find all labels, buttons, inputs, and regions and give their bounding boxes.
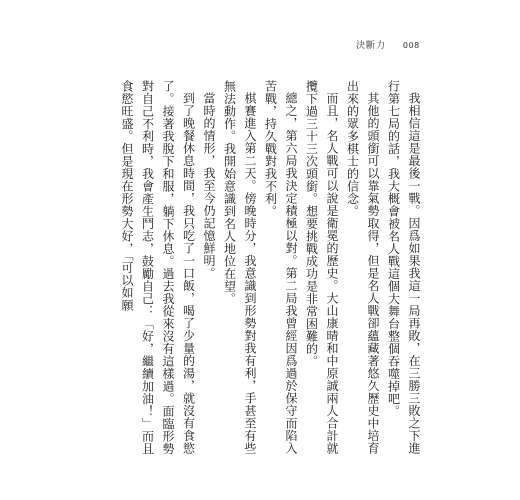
page-number: 008 [402,41,420,50]
paragraph: 我相信這是最後一戰。因爲如果我這一局再敗，在三勝三敗之下進行第七局的話，我大概會被名人戰這個大舞台整個吞噬掉吧。 [386,80,421,455]
paragraph: 棋賽進入第二天。傍晚時分，我意識到形勢對我有利，手甚至有些無法動作。我開始意識到名人地位在望。 [222,80,257,455]
paragraph: 總之，第六局我決定積極以對。第二局我曾經因爲過於保守而陷入苦戰，持久戰對我不利。 [263,80,298,455]
paragraph: 到了晚餐休息時間，我只吃了一口飯，喝了少量的湯，就沒有食慾了。接著我脫下和服，躺下休息。過去我從來沒有這樣過。面臨形勢對自己不利時，我會產生鬥志，鼓勵自己：「好，繼續加油！」而且食慾旺盛。但是現在形勢大好，「可以如願 [120,80,196,455]
vertical-text-body [120,80,424,458]
paragraph: 而且，名人戰可以說是衛冕的歷史。大山康晴和中原誠兩人合計就攬下過三十三次頭銜。想要挑戰成功是非常困難的。 [304,80,339,455]
paragraph: 其他的頭銜可以靠氣勢取得，但是名人戰卻蘊藏著悠久歷史中培育出來的眾多棋士的信念。 [345,80,380,455]
running-header [356,38,420,51]
chapter-title: 決斷力 [356,41,387,51]
paragraph: 當時的情形，我至今仍記憶鮮明。 [202,92,216,280]
